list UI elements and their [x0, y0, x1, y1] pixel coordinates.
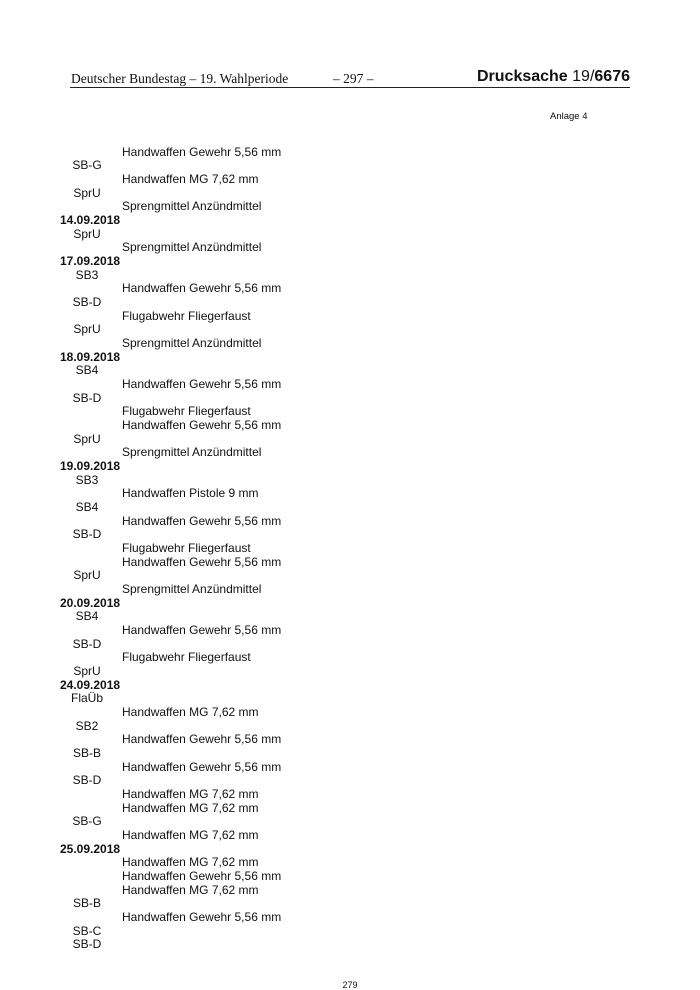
list-item: Handwaffen Gewehr 5,56 mm — [122, 281, 282, 295]
doc-prefix: Drucksache — [476, 68, 568, 85]
list-item: Flugabwehr Fliegerfaust — [122, 650, 251, 664]
list-item: Sprengmittel Anzündmittel — [122, 240, 262, 254]
list-item: Handwaffen Pistole 9 mm — [122, 486, 259, 500]
list-item: SB4 — [75, 500, 99, 514]
list-item: FlaÜb — [70, 691, 103, 705]
list-item: Handwaffen MG 7,62 mm — [122, 787, 259, 801]
list-item: SB-D — [72, 295, 102, 309]
list-item: Handwaffen MG 7,62 mm — [122, 828, 259, 842]
list-item: Handwaffen Gewehr 5,56 mm — [122, 869, 282, 883]
doc-number-bold: 6676 — [594, 68, 630, 85]
list-item: SB-D — [72, 637, 102, 651]
list-item: Flugabwehr Fliegerfaust — [122, 309, 251, 323]
list-item: 24.09.2018 — [60, 678, 121, 692]
list-item: Flugabwehr Fliegerfaust — [122, 404, 251, 418]
list-item: Handwaffen MG 7,62 mm — [122, 801, 259, 815]
annex-label: Anlage 4 — [550, 111, 588, 122]
list-item: 17.09.2018 — [60, 254, 121, 268]
list-item: Handwaffen MG 7,62 mm — [122, 883, 259, 897]
list-item: SB-D — [72, 527, 102, 541]
list-item: Handwaffen Gewehr 5,56 mm — [122, 732, 282, 746]
list-item: SB-G — [72, 814, 102, 828]
doc-number-plain: 19/ — [572, 68, 595, 85]
list-item: Sprengmittel Anzündmittel — [122, 582, 262, 596]
list-item: SB-B — [72, 896, 101, 910]
list-item: SprU — [73, 322, 101, 336]
list-item: SB-G — [72, 158, 102, 172]
list-item: SB-B — [72, 746, 101, 760]
list-item: Handwaffen Gewehr 5,56 mm — [122, 555, 282, 569]
list-item: 14.09.2018 — [60, 213, 121, 227]
list-item: Handwaffen Gewehr 5,56 mm — [122, 418, 282, 432]
list-item: Sprengmittel Anzündmittel — [122, 445, 262, 459]
list-item: SB-D — [72, 391, 102, 405]
list-item: SprU — [73, 568, 101, 582]
list-item: SB-D — [72, 937, 102, 951]
list-item: SB4 — [75, 609, 99, 623]
list-item: 20.09.2018 — [60, 596, 121, 610]
header-page-number: – 297 – — [333, 71, 374, 86]
list-item: SB-C — [72, 924, 102, 938]
list-item: SB3 — [75, 473, 99, 487]
list-item: 25.09.2018 — [60, 842, 121, 856]
list-item: Handwaffen MG 7,62 mm — [122, 855, 259, 869]
list-item: SprU — [73, 227, 101, 241]
list-item: Handwaffen Gewehr 5,56 mm — [122, 514, 282, 528]
page-footer-number: 279 — [342, 980, 358, 990]
list-item: SB-D — [72, 773, 102, 787]
list-item: Handwaffen MG 7,62 mm — [122, 705, 259, 719]
list-item: 19.09.2018 — [60, 459, 121, 473]
list-item: Handwaffen Gewehr 5,56 mm — [122, 145, 282, 159]
list-item: SprU — [73, 432, 101, 446]
list-item: Sprengmittel Anzündmittel — [122, 336, 262, 350]
list-item: Handwaffen Gewehr 5,56 mm — [122, 910, 282, 924]
list-item: Handwaffen Gewehr 5,56 mm — [122, 377, 282, 391]
list-item: Handwaffen Gewehr 5,56 mm — [122, 623, 282, 637]
header-document-number — [477, 68, 630, 86]
list-item: Sprengmittel Anzündmittel — [122, 199, 262, 213]
list-item: SprU — [73, 186, 101, 200]
list-item: Flugabwehr Fliegerfaust — [122, 541, 251, 555]
list-item: SB4 — [75, 363, 99, 377]
list-item: Handwaffen MG 7,62 mm — [122, 172, 259, 186]
list-item: Handwaffen Gewehr 5,56 mm — [122, 760, 282, 774]
list-item: 18.09.2018 — [60, 350, 121, 364]
list-item: SB3 — [75, 268, 99, 282]
header-rule — [70, 87, 630, 88]
list-item: SB2 — [75, 719, 99, 733]
header-title: Deutscher Bundestag – 19. Wahlperiode — [71, 71, 289, 86]
list-item: SprU — [73, 664, 101, 678]
